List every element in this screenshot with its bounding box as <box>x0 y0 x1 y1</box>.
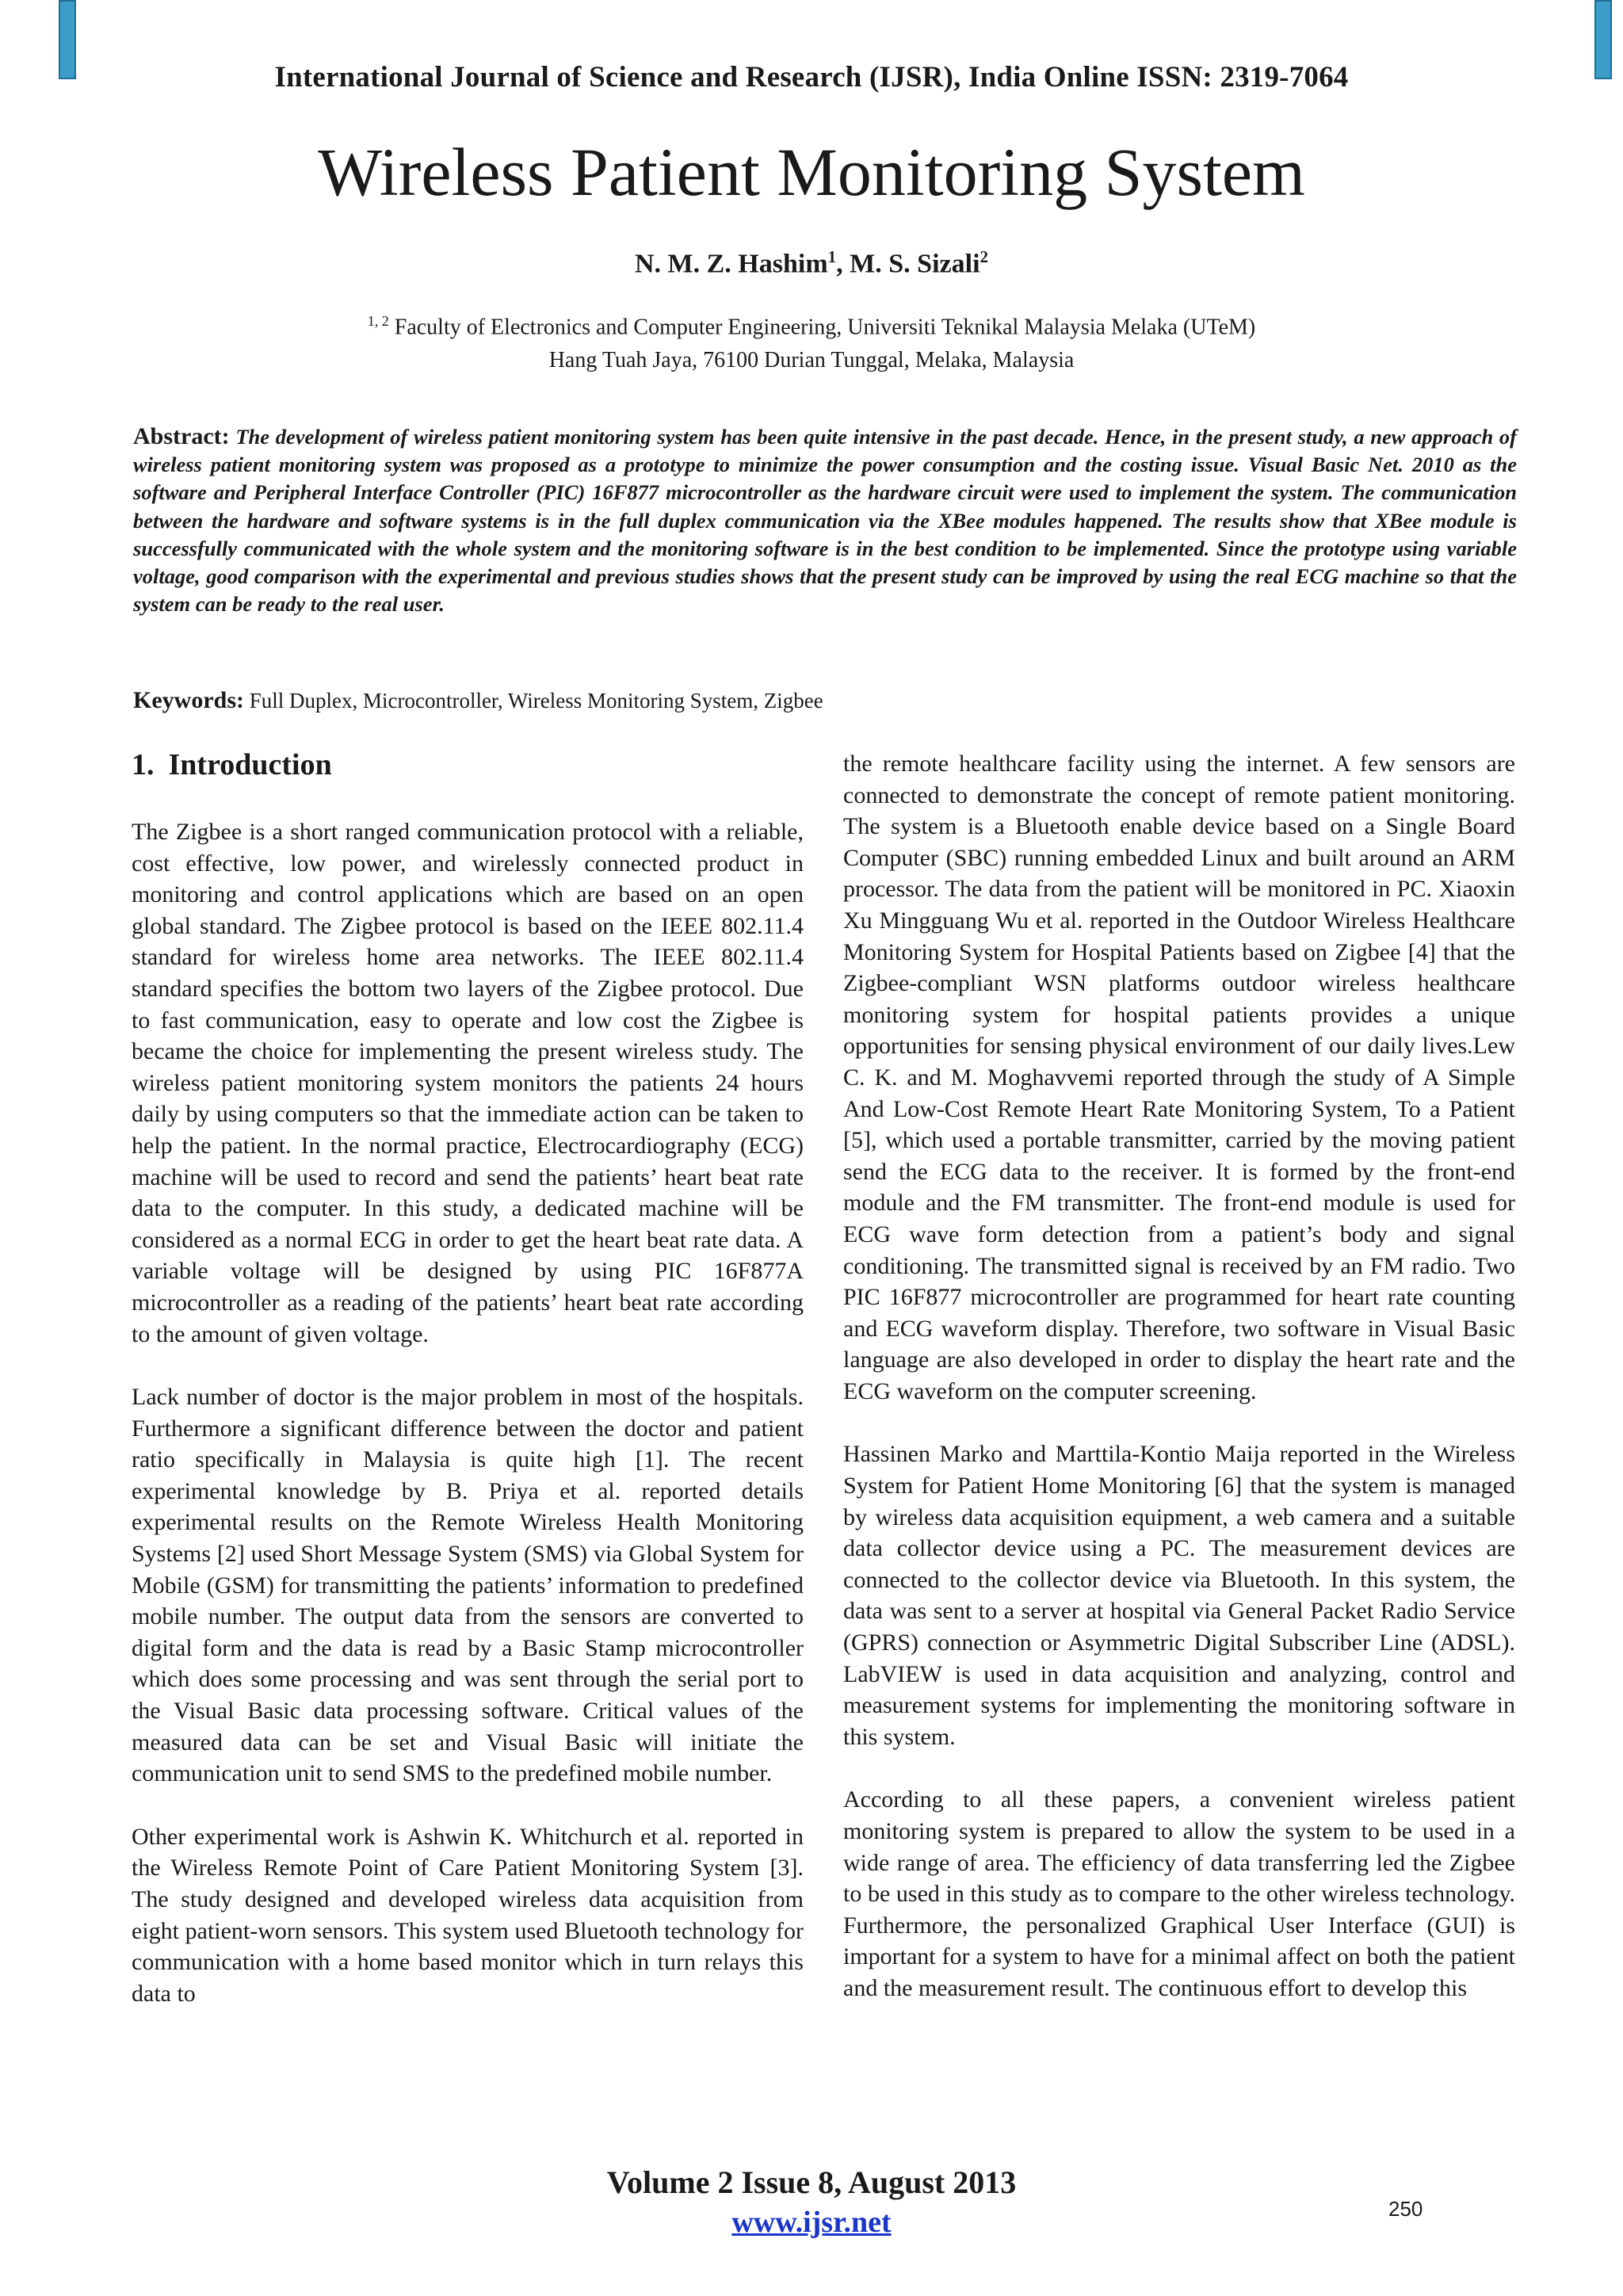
paper-title: Wireless Patient Monitoring System <box>318 134 1305 210</box>
abstract-label: Abstract: <box>133 423 230 449</box>
keywords <box>133 686 1517 715</box>
section-number: 1. <box>132 748 155 781</box>
author-name: N. M. Z. Hashim <box>634 249 828 279</box>
affiliation-line-1 <box>0 304 1623 344</box>
author-affiliation-mark: 2 <box>980 247 989 266</box>
author-name: M. S. Sizali <box>850 249 980 279</box>
author-list <box>0 247 1623 279</box>
paragraph: Hassinen Marko and Marttila-Kontio Maija reported in the Wireless System for Patient Home Monitoring [6] that the system is managed by wireless data acquisition equipment, a web camera and a suitable data collector device using a PC. The measurement devices are connected to the collector device via Bluetooth. In this system, the data was sent to a server at hospital via General Packet Radio Service (GPRS) connection or Asymmetric Digital Subscriber Line (ADSL). LabVIEW is used in data acquisition and analyzing, control and measurement systems for implementing the monitoring software in this system. <box>843 1441 1515 1750</box>
paragraph: The Zigbee is a short ranged communication protocol with a reliable, cost effective, low power, and wirelessly connected product in monitoring and control applications which are based on an open global standard. The Zigbee protocol is based on the IEEE 802.11.4 standard for wireless home area networks. The IEEE 802.11.4 standard specifies the bottom two layers of the Zigbee protocol. Due to fast communication, easy to operate and low cost the Zigbee is became the choice for implementing the present wireless study. The wireless patient monitoring system monitors the patients 24 hours daily by using computers so that the immediate action can be taken to help the patient. In the normal practice, Electrocardiography (ECG) machine will be used to record and send the patients’ heart beat rate data to the computer. In this study, a dedicated machine will be considered as a normal ECG in order to get the heart beat rate data. A variable voltage will be designed by using PIC 16F877A microcontroller as a reading of the patients’ heart beat rate according to the amount of given voltage. <box>132 819 804 1347</box>
abstract-text: The development of wireless patient monitoring system has been quite intensive in the past decade. Hence, in the present study, a new approach of wireless patient monitoring system was proposed as a prototype to minimize the power consumption and the costing issue. Visual Basic Net. 2010 as the software and Peripheral Interface Controller (PIC) 16F877 microcontroller as the hardware circuit were used to implement the system. The communication between the hardware and software systems is in the full duplex communication via the XBee modules happened. The results show that XBee module is successfully communicated with the whole system and the monitoring software is in the best condition to be implemented. Since the prototype using variable voltage, good comparison with the experimental and previous studies shows that the present study can be improved by using the real ECG machine so that the system can be ready to the real user. <box>133 425 1517 617</box>
left-column <box>132 745 804 2041</box>
paragraph: According to all these papers, a convenient wireless patient monitoring system is prepared to allow the system to be used in a wide range of area. The efficiency of data transferring led the Zigbee to be used in this study as to compare to the other wireless technology. Furthermore, the personalized Graphical User Interface (GUI) is important for a system to have for a minimal affect on both the patient and the measurement result. The continuous effort to develop this <box>843 1786 1515 2001</box>
footer-link[interactable]: www.ijsr.net <box>731 2206 892 2239</box>
journal-header: International Journal of Science and Research (IJSR), India Online ISSN: 2319-7064 <box>274 61 1349 94</box>
footer-volume: Volume 2 Issue 8, August 2013 <box>606 2164 1017 2200</box>
paragraph: the remote healthcare facility using the internet. A few sensors are connected to demonstrate the concept of remote patient monitoring. The system is a Bluetooth enable device based on a Single Board Computer (SBC) running embedded Linux and built around an ARM processor. The data from the patient will be monitored in PC. Xiaoxin Xu Mingguang Wu et al. reported in the Outdoor Wireless Healthcare Monitoring System for Hospital Patients based on Zigbee [4] that the Zigbee-compliant WSN platforms outdoor wireless healthcare monitoring system for hospital patients provides a unique opportunities for sensing physical environment of our daily lives.Lew C. K. and M. Moghavvemi reported through the study of A Simple And Low-Cost Remote Heart Rate Monitoring System, To a Patient [5], which used a portable transmitter, carried by the moving patient send the ECG data to the receiver. It is formed by the front-end module and the FM transmitter. The front-end module is used for ECG wave form detection from a patient’s body and signal conditioning. The transmitted signal is received by an FM radio. Two PIC 16F877 microcontroller are programmed for heart rate counting and ECG waveform display. Therefore, two software in Visual Basic language are also developed in order to display the heart rate and the ECG waveform on the computer screening. <box>843 751 1515 1404</box>
section-heading <box>132 745 804 785</box>
paragraph: Other experimental work is Ashwin K. Whitchurch et al. reported in the Wireless Remote Point of Care Patient Monitoring System [3]. The study designed and developed wireless data acquisition from eight patient-worn sensors. This system used Bluetooth technology for communication with a home based monitor which in turn relays this data to <box>132 1823 804 2007</box>
keywords-text: Full Duplex, Microcontroller, Wireless Monitoring System, Zigbee <box>243 689 823 712</box>
affiliation-line-2: Hang Tuah Jaya, 76100 Durian Tunggal, Melaka, Malaysia <box>548 348 1075 373</box>
author-affiliation-mark: 1 <box>827 247 837 266</box>
affiliation-text: Faculty of Electronics and Computer Engineering, Universiti Teknikal Malaysia Melaka (UTeM) <box>388 315 1256 340</box>
page-number: 250 <box>1388 2197 1423 2221</box>
affiliation-mark: 1, 2 <box>367 313 389 329</box>
author-separator: , <box>836 249 850 279</box>
affiliation <box>0 304 1623 377</box>
section-title: Introduction <box>168 748 332 781</box>
right-column <box>843 748 1515 2036</box>
keywords-label: Keywords: <box>133 687 244 713</box>
abstract <box>133 422 1517 618</box>
paragraph: Lack number of doctor is the major problem in most of the hospitals. Furthermore a significant difference between the doctor and patient ratio specifically in Malaysia is quite high [1]. The recent experimental knowledge by B. Priya et al. reported details experimental results on the Remote Wireless Health Monitoring Systems [2] used Short Message System (SMS) via Global System for Mobile (GSM) for transmitting the patients’ information to predefined mobile number. The output data from the sensors are converted to digital form and the data is read by a Basic Stamp microcontroller which does some processing and was sent through the serial port to the Visual Basic data processing software. Critical values of the measured data can be set and Visual Basic will initiate the communication unit to send SMS to the predefined mobile number. <box>132 1384 804 1787</box>
